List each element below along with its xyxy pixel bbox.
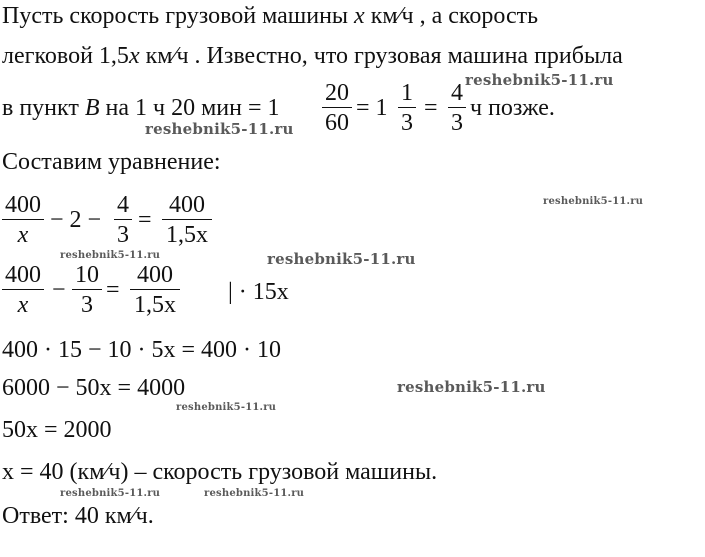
watermark: reshebnik5-11.ru — [397, 378, 546, 396]
numerator: 400 — [5, 262, 41, 288]
fraction-bar — [114, 219, 132, 220]
eq1-fraction-400-1-5x — [162, 192, 212, 248]
var-x: x — [128, 43, 140, 69]
denominator: x — [17, 292, 29, 318]
numerator: 400 — [169, 192, 205, 218]
watermark: reshebnik5-11.ru — [543, 196, 644, 207]
eq1-fraction-4-3 — [114, 192, 132, 248]
fraction-bar — [72, 289, 102, 290]
watermark: reshebnik5-11.ru — [60, 250, 161, 261]
fraction-bar — [130, 289, 180, 290]
denominator: 3 — [451, 110, 463, 136]
numerator: 4 — [117, 192, 129, 218]
watermark: reshebnik5-11.ru — [60, 488, 161, 499]
eq2-fraction-400-1-5x — [130, 262, 180, 318]
line1-text-b: км⁄ч , а скорость — [364, 3, 539, 29]
equals-one: = 1 — [356, 95, 388, 121]
eq4-line: 6000 − 50x = 4000 — [2, 375, 186, 401]
watermark: reshebnik5-11.ru — [176, 402, 277, 413]
numerator: 400 — [5, 192, 41, 218]
fraction-bar — [322, 107, 352, 108]
denominator: 1,5x — [166, 222, 208, 248]
fraction-bar — [2, 289, 44, 290]
numerator: 400 — [137, 262, 173, 288]
point-b: B — [84, 95, 100, 121]
text-line-2 — [2, 42, 623, 70]
eq1-fraction-400-x — [2, 192, 44, 248]
eq3-line: 400 · 15 − 10 · 5x = 400 · 10 — [2, 337, 282, 363]
fraction-20-60 — [322, 80, 352, 136]
eq2-multiply-by-15x: | · 15x — [228, 279, 289, 305]
eq1-equals: = — [138, 207, 152, 233]
denominator: 3 — [401, 110, 413, 136]
eq2-fraction-10-3 — [72, 262, 102, 318]
text-line-3 — [2, 94, 280, 122]
fraction-4-3 — [448, 80, 466, 136]
answer-line: Ответ: 40 км⁄ч. — [2, 503, 154, 529]
line2-text-a: легковой 1,5 — [2, 43, 129, 69]
line3-text-a: в пункт — [2, 95, 85, 121]
numerator: 10 — [75, 262, 99, 288]
denominator: 60 — [325, 110, 349, 136]
denominator: 1,5x — [134, 292, 176, 318]
numerator: 20 — [325, 80, 349, 106]
text-line-1 — [2, 2, 538, 30]
watermark: reshebnik5-11.ru — [145, 120, 294, 138]
watermark: reshebnik5-11.ru — [465, 71, 614, 89]
eq6-line: x = 40 (км⁄ч) – скорость грузовой машины. — [2, 459, 438, 485]
line2-text-b: км⁄ч . Известно, что грузовая машина прибыла — [139, 43, 623, 69]
watermark: reshebnik5-11.ru — [267, 250, 416, 268]
watermark: reshebnik5-11.ru — [204, 488, 305, 499]
eq2-equals: = — [106, 277, 120, 303]
denominator: 3 — [117, 222, 129, 248]
line3-text-c: ч позже. — [470, 95, 555, 121]
equals-sign: = — [424, 95, 438, 121]
eq2-minus: − — [52, 277, 66, 303]
fraction-bar — [398, 107, 416, 108]
fraction-bar — [448, 107, 466, 108]
fraction-1-3 — [398, 80, 416, 136]
eq1-minus-2-minus: − 2 − — [50, 207, 102, 233]
line3-text-b: на 1 ч 20 мин = 1 — [99, 95, 280, 121]
text-line-4: Составим уравнение: — [2, 149, 221, 175]
line1-text-a: Пусть скорость грузовой машины — [2, 3, 355, 29]
var-x: x — [354, 3, 365, 29]
eq2-fraction-400-x — [2, 262, 44, 318]
fraction-bar — [2, 219, 44, 220]
numerator: 4 — [451, 80, 463, 106]
eq5-line: 50x = 2000 — [2, 417, 112, 443]
numerator: 1 — [401, 80, 413, 106]
fraction-bar — [162, 219, 212, 220]
denominator: 3 — [81, 292, 93, 318]
denominator: x — [17, 222, 29, 248]
